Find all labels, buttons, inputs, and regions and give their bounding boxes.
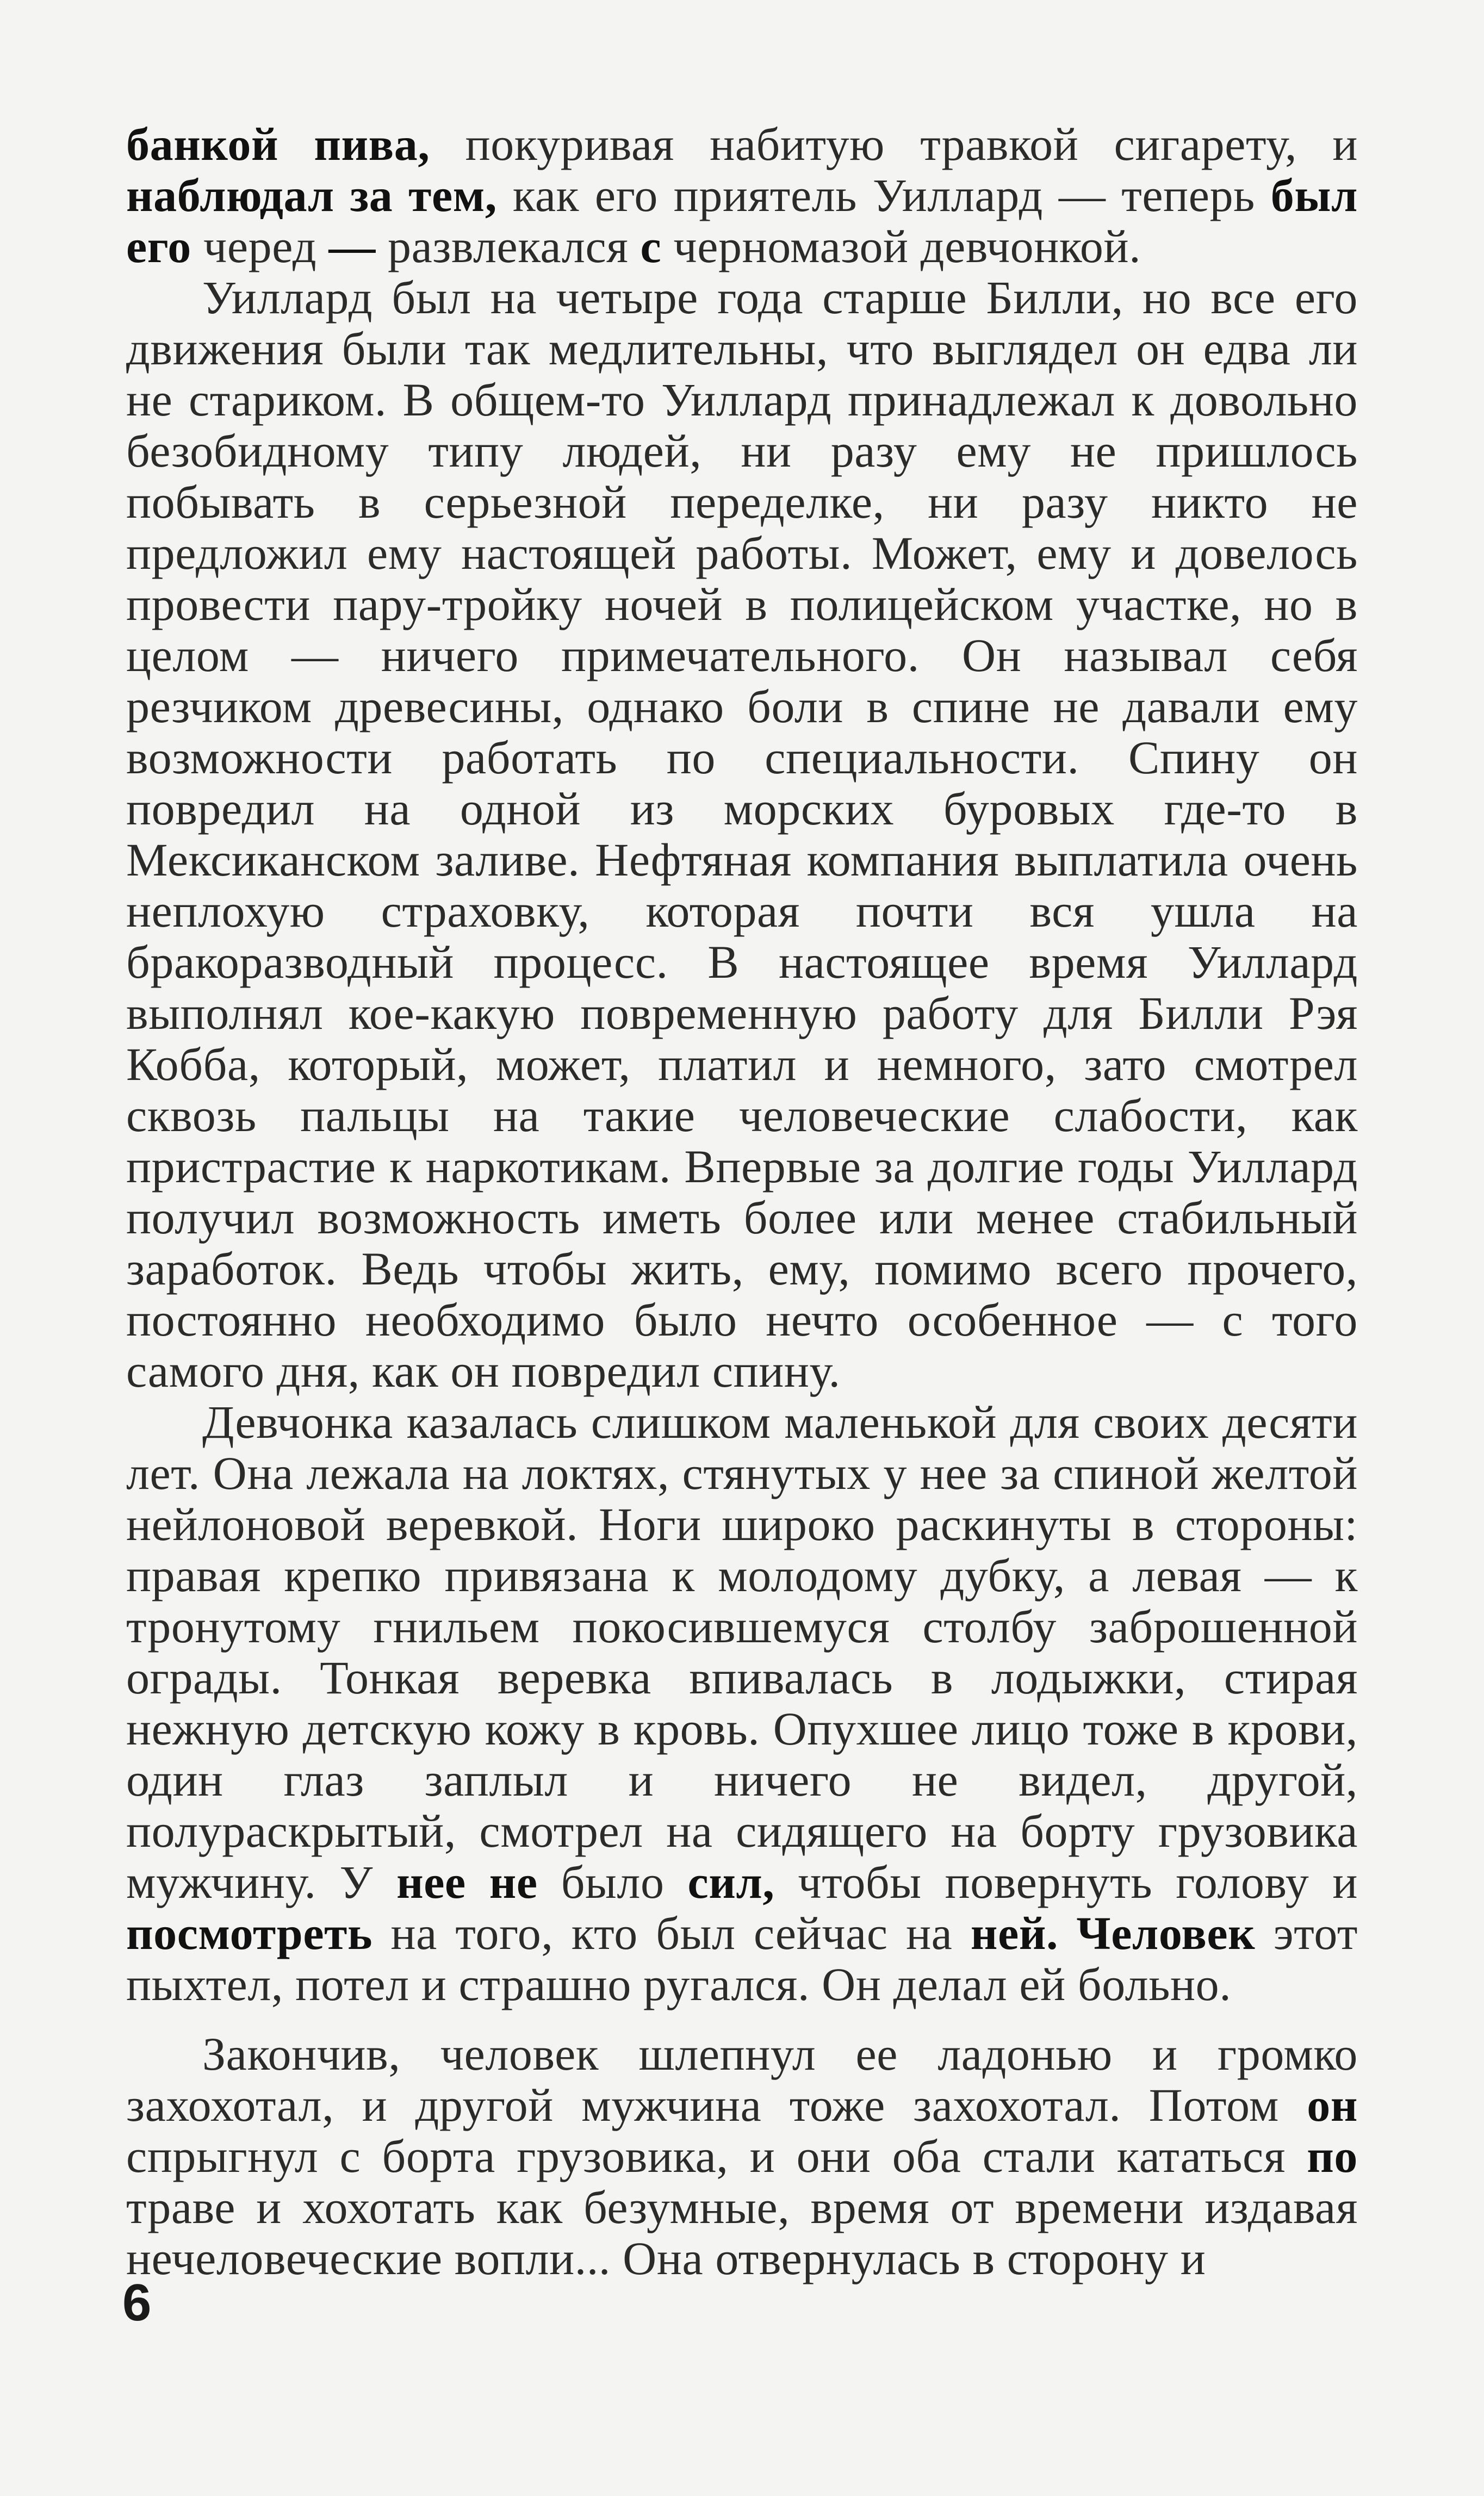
bold-text-run: сил, xyxy=(687,1856,775,1908)
bold-text-run: посмотреть xyxy=(126,1907,373,1959)
bold-text-run: был его xyxy=(126,169,1358,272)
text-run: траве и хохотать как безумные, время от времени издавая нечеловеческие вопли... Она отвернулась в сторону и xyxy=(126,2181,1358,2284)
text-run: покуривая набитую травкой сигарету, и xyxy=(430,118,1358,170)
paragraph-1 xyxy=(126,119,1358,272)
text-run: черномазой девчонкой. xyxy=(661,220,1141,272)
paragraph-2 xyxy=(126,272,1358,1396)
bold-text-run: по xyxy=(1307,2130,1358,2182)
text-run: было xyxy=(537,1856,688,1908)
text-run: на того, кто был сейчас на xyxy=(372,1907,971,1959)
paragraph-3 xyxy=(126,1396,1358,2010)
bold-text-run: банкой пива, xyxy=(126,118,430,170)
bold-text-run: наблюдал за тем, xyxy=(126,169,498,221)
bold-text-run: он xyxy=(1307,2079,1358,2131)
paragraph-4 xyxy=(126,2028,1358,2284)
text-run: черед xyxy=(191,220,329,272)
page-number: 6 xyxy=(122,2274,152,2332)
text-run: Уиллард был на четыре года старше Билли, но все его движения были так медлительны, что выглядел он едва ли не стариком. В общем-то Уиллард принадлежал к довольно безобидному типу людей, ни разу ему не пришлось побывать в серьезной переделке, ни разу никто не предложил ему настоящей работы. Может, ему и довелось провести пару-тройку ночей в полицейском участке, но в целом — ничего примечательного. Он называл себя резчиком древесины, однако боли в спине не давали ему возможности работать по специальности. Спину он повредил на одной из морских буровых где-то в Мексиканском заливе. Нефтяная компания выплатила очень неплохую страховку, которая почти вся ушла на бракоразводный процесс. В настоящее время Уиллард выполнял кое-какую повременную работу для Билли Рэя Кобба, который, может, платил и немного, зато смотрел сквозь пальцы на такие человеческие слабости, как пристрастие к наркотикам. Впервые за долгие годы Уиллард получил возможность иметь более или менее стабильный заработок. Ведь чтобы жить, ему, помимо всего прочего, постоянно необходимо было нечто особенное — с того самого дня, как он повредил спину. xyxy=(126,271,1358,1397)
page-text xyxy=(126,119,1358,2284)
text-run: чтобы повернуть голову и xyxy=(774,1856,1358,1908)
text-run: Девчонка казалась слишком маленькой для своих десяти лет. Она лежала на локтях, стянутых у нее за спиной желтой нейлоновой веревкой. Ноги широко раскинуты в стороны: правая крепко привязана к молодому дубку, а левая — к тронутому гнильем покосившемуся столбу заброшенной ограды. Тонкая веревка впивалась в лодыжки, стирая нежную детскую кожу в кровь. Опухшее лицо тоже в крови, один глаз заплыл и ничего не видел, другой, полураскрытый, смотрел на сидящего на борту грузовика мужчину. У xyxy=(126,1396,1358,1908)
bold-text-run: нее не xyxy=(396,1856,538,1908)
bold-text-run: — xyxy=(328,220,376,272)
text-run: как его приятель Уиллард — теперь xyxy=(497,169,1271,221)
text-run: спрыгнул с борта грузовика, и они оба стали кататься xyxy=(126,2130,1307,2182)
bold-text-run: ней. Человек xyxy=(970,1907,1256,1959)
text-run: развлекался xyxy=(375,220,641,272)
text-run: этот пыхтел, потел и страшно ругался. Он делал ей больно. xyxy=(126,1907,1358,2010)
text-run: Закончив, человек шлепнул ее ладонью и громко захохотал, и другой мужчина тоже захохотал. Потом xyxy=(126,2028,1358,2131)
bold-text-run: с xyxy=(640,220,662,272)
